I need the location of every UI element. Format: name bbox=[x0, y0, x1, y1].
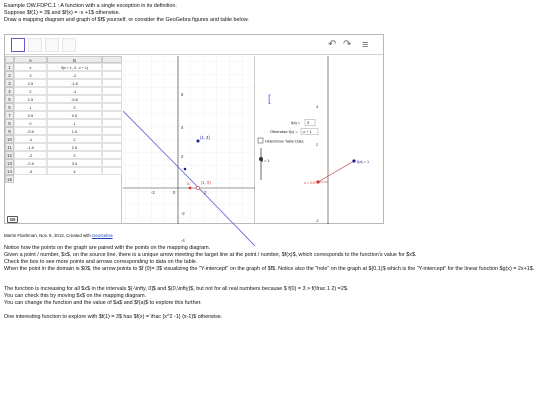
table-cell[interactable]: -2 bbox=[14, 151, 47, 159]
menu-icon[interactable]: ≡ bbox=[362, 39, 369, 51]
row-header[interactable]: 12 bbox=[5, 151, 14, 159]
row-header[interactable]: 4 bbox=[5, 87, 14, 95]
header-line-1: Example OW.FDPC.1 : A function with a single exception in its definition. bbox=[4, 3, 177, 9]
header-line-2: Suppose $f(1) = 3$ and $f(x) = -x +1$ otherwise. bbox=[4, 10, 121, 16]
table-cell[interactable] bbox=[102, 167, 122, 175]
row-header[interactable]: 8 bbox=[5, 119, 14, 127]
y-tick-label: 2 bbox=[181, 154, 184, 159]
table-cell[interactable] bbox=[102, 151, 122, 159]
table-cell[interactable]: 2.5 bbox=[14, 79, 47, 87]
table-cell[interactable]: -3 bbox=[14, 167, 47, 175]
row-header[interactable]: 9 bbox=[5, 127, 14, 135]
f-a-value: 3 bbox=[307, 120, 310, 125]
row-header[interactable]: 10 bbox=[5, 135, 14, 143]
graphics-view[interactable] bbox=[123, 56, 255, 243]
table-cell[interactable]: 1.5 bbox=[14, 95, 47, 103]
table-cell[interactable]: 0.5 bbox=[14, 111, 47, 119]
table-cell[interactable]: 4 bbox=[47, 167, 102, 175]
header-line-3: Draw a mapping diagram and graph of $f$ yourself, or consider the GeoGebra figures and table below. bbox=[4, 17, 249, 23]
row-header[interactable]: 1 bbox=[5, 63, 14, 71]
table-cell[interactable] bbox=[102, 127, 122, 135]
table-cell[interactable]: -1 bbox=[47, 87, 102, 95]
table-cell[interactable] bbox=[102, 71, 122, 79]
mapping-diagram-view[interactable] bbox=[256, 56, 383, 224]
redo-icon[interactable]: ↷ bbox=[343, 39, 352, 50]
row-header[interactable]: 7 bbox=[5, 111, 14, 119]
column-header-a[interactable]: A bbox=[14, 56, 47, 63]
table-cell[interactable] bbox=[102, 135, 122, 143]
x-tick-label: 0 bbox=[173, 190, 176, 195]
body-paragraph-4: When the point in the domain is $0$, the arrow points to $f (0)= 3$ visualizing the "Y-intercept" on the graph of $f$. Notice also the "hole" on the graph at $(0,1)$ which is the "Y-intercept" for the linear function $g(x) = 2x+1$. bbox=[4, 266, 535, 272]
table-cell[interactable]: 0 bbox=[14, 119, 47, 127]
otherwise-label: Otherwise f(x) = bbox=[270, 129, 298, 134]
table-cell[interactable]: 0.5 bbox=[47, 111, 102, 119]
y-tick-label: 6 bbox=[181, 92, 184, 97]
undo-icon[interactable]: ↶ bbox=[328, 39, 337, 50]
table-cell[interactable]: 3 bbox=[14, 71, 47, 79]
graph-svg bbox=[123, 56, 255, 243]
row-header[interactable]: 11 bbox=[5, 143, 14, 151]
table-cell[interactable]: 1 bbox=[14, 103, 47, 111]
point-a-on-x-axis[interactable] bbox=[189, 187, 192, 190]
y-tick-label: -2 bbox=[315, 218, 319, 223]
table-cell[interactable]: 1 bbox=[47, 119, 102, 127]
y-tick-label: 4 bbox=[181, 125, 184, 130]
table-cell[interactable]: -2 bbox=[47, 71, 102, 79]
line-tool-button[interactable] bbox=[45, 38, 59, 52]
table-cell[interactable]: -2.5 bbox=[14, 159, 47, 167]
table-cell[interactable]: -0.5 bbox=[47, 95, 102, 103]
y-tick-label: 2 bbox=[316, 142, 319, 147]
hole-point[interactable] bbox=[196, 186, 199, 189]
body-paragraph-8: One interesting function to explore with $f(1) = 3$ has $f(x) = \frac {x^2 -1} {x-1}$ otherwise. bbox=[4, 314, 223, 320]
body-paragraph-7: You can change the function and the value of $a$ and $f(a)$ to explore this further. bbox=[4, 300, 202, 306]
table-cell[interactable]: x bbox=[14, 63, 47, 71]
y-tick-label: 4 bbox=[316, 104, 319, 109]
row-header[interactable]: 6 bbox=[5, 103, 14, 111]
table-cell[interactable]: 2 bbox=[14, 87, 47, 95]
body-paragraph-3: Check the box to see more points and arrows corresponding to data on the table. bbox=[4, 259, 198, 265]
f-a-label: f(a) = bbox=[291, 120, 301, 125]
table-cell[interactable]: 1.5 bbox=[47, 127, 102, 135]
applet-toolbar bbox=[5, 35, 383, 55]
mapping-arrow bbox=[318, 161, 354, 182]
mapping-svg bbox=[256, 56, 383, 224]
shape-tool-button[interactable] bbox=[62, 38, 76, 52]
table-cell[interactable]: 3 bbox=[47, 103, 102, 111]
point-tool-button[interactable] bbox=[28, 38, 42, 52]
body-paragraph-5: The function is increasing for all $x$ in the intervals $(-\infty, 0]$ and $(0,\infty)$, but not for all real numbers because $ f(0) = 3 > f(\frac 1 2) =2$. bbox=[4, 286, 349, 292]
table-cell[interactable] bbox=[102, 159, 122, 167]
y-tick-label: -4 bbox=[181, 238, 185, 243]
table-cell[interactable] bbox=[102, 87, 122, 95]
table-cell[interactable] bbox=[102, 103, 122, 111]
row-header[interactable]: 14 bbox=[5, 167, 14, 175]
move-tool-button[interactable] bbox=[11, 38, 25, 52]
otherwise-value: -x + 1 bbox=[302, 129, 312, 134]
table-cell[interactable]: 3.5 bbox=[47, 159, 102, 167]
corner-cell bbox=[5, 56, 14, 63]
checkbox-label: Hide/Show Table Data bbox=[265, 138, 304, 144]
table-cell[interactable]: -0.5 bbox=[14, 127, 47, 135]
keyboard-icon[interactable]: ⌨ bbox=[7, 216, 18, 223]
bracket-icon: [ bbox=[268, 94, 271, 105]
table-cell[interactable] bbox=[102, 111, 122, 119]
target-point-label: f(a) = 1 bbox=[357, 160, 370, 164]
point-a-label: A bbox=[187, 181, 190, 186]
body-paragraph-1: Notice how the points on the graph are paired with the points on the mapping diagram. bbox=[4, 245, 211, 251]
table-cell[interactable]: -1.5 bbox=[47, 79, 102, 87]
geogebra-link[interactable]: GeoGebra bbox=[92, 233, 113, 238]
table-cell[interactable] bbox=[102, 143, 122, 151]
credit-text: Martin Flashman, Nov. 9, 2013, Created with bbox=[4, 233, 93, 238]
y-tick-label: -2 bbox=[181, 211, 185, 216]
table-cell[interactable] bbox=[102, 119, 122, 127]
table-cell[interactable]: 2.5 bbox=[47, 143, 102, 151]
table-cell[interactable]: 2 bbox=[47, 135, 102, 143]
target-point[interactable] bbox=[352, 159, 355, 162]
x-tick-label: -2 bbox=[151, 190, 155, 195]
spreadsheet-view[interactable] bbox=[5, 56, 122, 224]
table-cell[interactable] bbox=[102, 63, 122, 71]
point-1-3-label: (1, 3) bbox=[200, 135, 210, 140]
x-tick-label: 2 bbox=[204, 190, 207, 195]
a-slider-label: a = 1 bbox=[261, 159, 270, 163]
source-point[interactable] bbox=[316, 180, 319, 183]
row-header[interactable]: 2 bbox=[5, 71, 14, 79]
source-point-label: x = 0.5 bbox=[304, 181, 316, 185]
row-header[interactable]: 13 bbox=[5, 159, 14, 167]
row-header[interactable]: 3 bbox=[5, 79, 14, 87]
point-1-0-label: (1, 0) bbox=[201, 180, 211, 185]
column-header-b[interactable]: B bbox=[47, 56, 102, 63]
table-cell[interactable] bbox=[102, 95, 122, 103]
table-cell[interactable]: 3 bbox=[47, 151, 102, 159]
table-cell[interactable]: -1 bbox=[14, 135, 47, 143]
credit-line bbox=[4, 233, 113, 240]
body-paragraph-2: Given a point / number, $x$, on the source line, there is a unique arrow meeting the target line at the point / number, $f(x)$, which corresponds to the function's value for $x$. bbox=[4, 252, 417, 258]
point-on-y-axis[interactable] bbox=[184, 168, 187, 171]
row-header[interactable]: 15 bbox=[5, 175, 14, 183]
table-cell[interactable] bbox=[102, 79, 122, 87]
table-data-checkbox[interactable] bbox=[258, 138, 263, 143]
column-header-c[interactable] bbox=[102, 56, 122, 63]
row-header[interactable]: 5 bbox=[5, 95, 14, 103]
table-cell[interactable]: -1.5 bbox=[14, 143, 47, 151]
table-cell[interactable]: if(x = 1, 3, -x + 1) bbox=[47, 63, 102, 71]
body-paragraph-6: You can check this by moving $x$ on the mapping diagram. bbox=[4, 293, 147, 299]
